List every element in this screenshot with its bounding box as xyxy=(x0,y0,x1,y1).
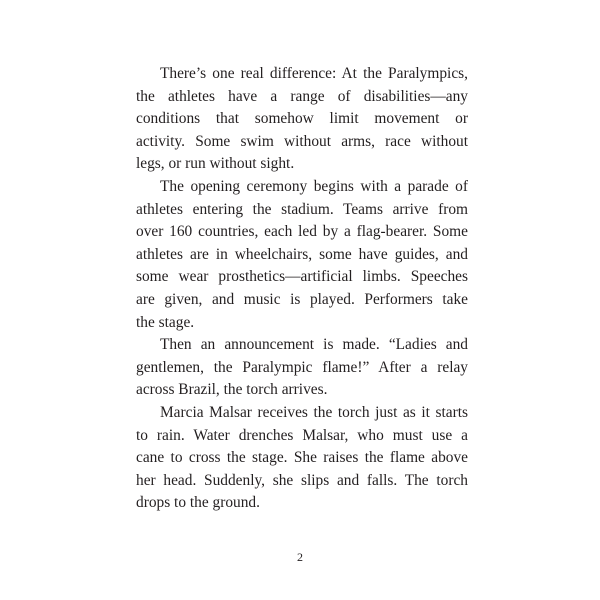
text-line: legs, or run without sight. xyxy=(136,155,295,173)
text-line: There’s one real difference: At the Paralympics, xyxy=(160,65,468,82)
text-line: activity. Some swim without arms, race without xyxy=(136,132,468,150)
text-line: the athletes have a range of disabilities—any xyxy=(136,87,468,105)
text-line: to rain. Water drenches Malsar, who must use a xyxy=(136,426,468,444)
text-line: gentlemen, the Paralympic flame!” After a relay xyxy=(136,358,468,376)
paragraph-4 xyxy=(136,402,468,515)
text-line: drops to the ground. xyxy=(136,494,260,512)
body-text xyxy=(136,63,468,515)
text-line: Then an announcement is made. “Ladies and xyxy=(160,336,468,354)
text-line: The opening ceremony begins with a parade of xyxy=(160,177,468,195)
text-line: her head. Suddenly, she slips and falls. The torch xyxy=(136,471,468,489)
page-number: 2 xyxy=(297,550,303,564)
paragraph-1 xyxy=(136,63,468,176)
paragraph-3 xyxy=(136,334,468,402)
paragraph-2 xyxy=(136,176,468,334)
text-line: across Brazil, the torch arrives. xyxy=(136,381,328,399)
text-line: Marcia Malsar receives the torch just as it starts xyxy=(160,403,468,421)
text-line: cane to cross the stage. She raises the flame above xyxy=(136,449,468,467)
text-line: athletes are in wheelchairs, some have guides, and xyxy=(136,245,468,263)
text-line: athletes entering the stadium. Teams arrive from xyxy=(136,200,468,218)
text-line: are given, and music is played. Performers take xyxy=(136,290,468,308)
text-line: the stage. xyxy=(136,313,195,331)
text-line: conditions that somehow limit movement or xyxy=(136,110,468,128)
text-line: over 160 countries, each led by a flag-bearer. Some xyxy=(136,223,468,241)
text-line: some wear prosthetics—artificial limbs. Speeches xyxy=(136,268,468,286)
